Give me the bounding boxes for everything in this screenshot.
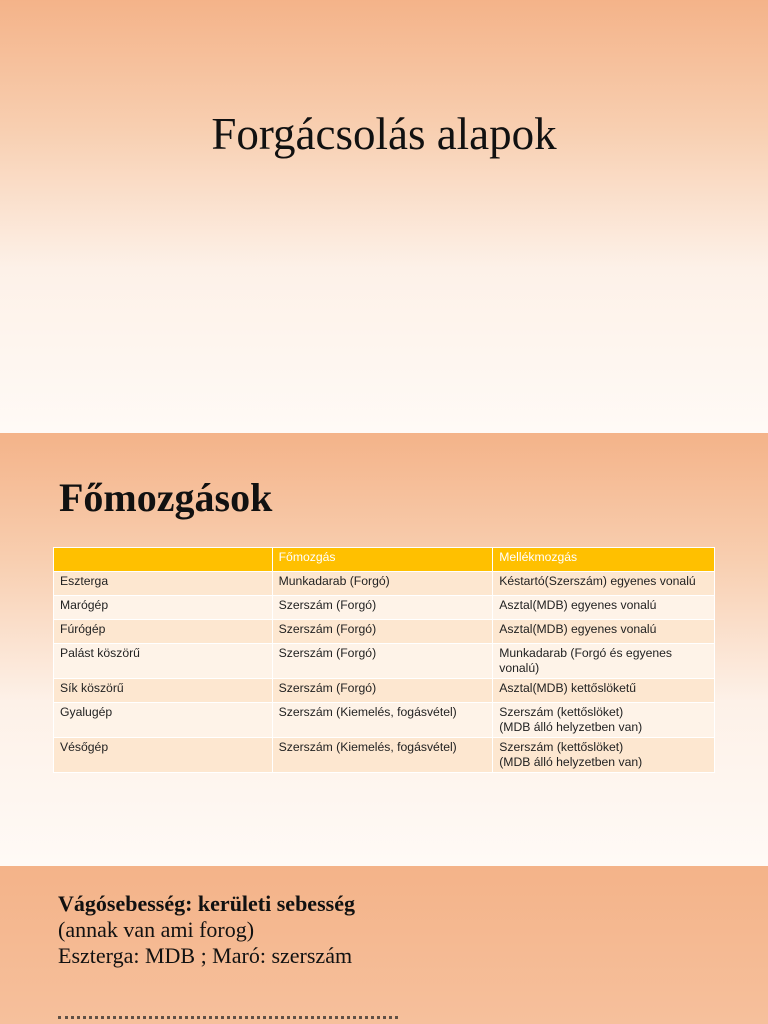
cell-machine: Gyalugép [54,703,273,738]
cutting-speed-heading: Vágósebesség: kerületi sebesség [58,891,355,916]
table-row [54,703,715,738]
cutting-speed-text [58,891,355,969]
cell-secondary-motion [493,572,715,596]
cell-main-motion: Szerszám (Kiemelés, fogásvétel) [272,738,493,773]
cell-secondary-motion [493,738,715,773]
table-row [54,620,715,644]
cell-secondary-motion [493,644,715,679]
cut-off-text-line [58,1016,398,1024]
cell-main-motion: Munkadarab (Forgó) [272,572,493,596]
cell-main-motion: Szerszám (Forgó) [272,596,493,620]
table-row [54,572,715,596]
cell-secondary-motion [493,703,715,738]
header-cell-main-motion: Főmozgás [272,548,493,572]
header-cell-machine [54,548,273,572]
cell-main-motion: Szerszám (Forgó) [272,644,493,679]
cutting-speed-line-2: Eszterga: MDB ; Maró: szerszám [58,943,353,968]
cell-secondary-motion [493,596,715,620]
table-header-row [54,548,715,572]
slide-title-heading: Forgácsolás alapok [211,109,557,159]
cell-secondary-motion-line: Asztal(MDB) egyenes vonalú [499,622,657,636]
cell-secondary-motion-line: Szerszám (kettőslöket) [499,740,624,754]
motions-table-body [54,572,715,773]
cell-machine: Sík köszörű [54,679,273,703]
slide-main-motions-heading: Főmozgások [59,475,273,520]
cell-secondary-motion-line: Szerszám (kettőslöket) [499,705,624,719]
cell-secondary-motion [493,679,715,703]
slide-cutting-speed [0,866,768,1024]
cell-machine: Palást köszörű [54,644,273,679]
table-row [54,596,715,620]
motions-table [53,547,715,773]
cell-secondary-motion-line: Munkadarab (Forgó és egyenes [499,646,673,660]
cell-machine: Fúrógép [54,620,273,644]
cell-secondary-motion-line: Késtartó(Szerszám) egyenes vonalú [499,574,696,588]
cell-machine: Marógép [54,596,273,620]
header-cell-secondary-motion: Mellékmozgás [493,548,715,572]
cell-secondary-motion-line: vonalú) [499,661,540,675]
cell-main-motion: Szerszám (Forgó) [272,679,493,703]
cell-secondary-motion-line: (MDB álló helyzetben van) [499,720,643,734]
cell-secondary-motion [493,620,715,644]
cell-machine: Eszterga [54,572,273,596]
table-row [54,644,715,679]
table-row [54,679,715,703]
cell-main-motion: Szerszám (Forgó) [272,620,493,644]
cell-machine: Vésőgép [54,738,273,773]
table-row [54,738,715,773]
cell-secondary-motion-line: (MDB álló helyzetben van) [499,755,643,769]
cutting-speed-line-1: (annak van ami forog) [58,917,255,942]
cell-secondary-motion-line: Asztal(MDB) egyenes vonalú [499,598,657,612]
slide-title [0,0,768,433]
cell-secondary-motion-line: Asztal(MDB) kettőslöketű [499,681,637,695]
cell-main-motion: Szerszám (Kiemelés, fogásvétel) [272,703,493,738]
slide-main-motions [0,433,768,866]
